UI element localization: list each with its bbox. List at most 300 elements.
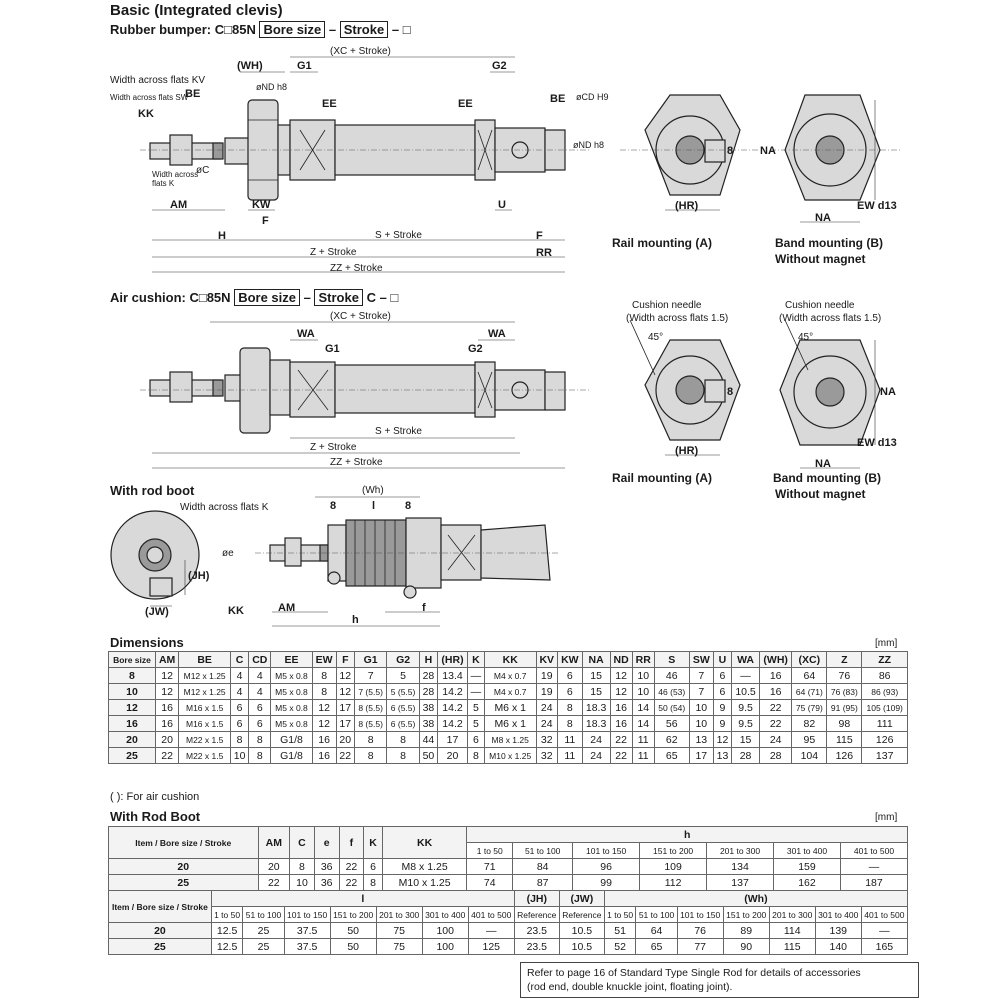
square-icon: □ [402,22,411,37]
kv-label: Width across flats KV [110,75,206,86]
dimensions-cell: 18.3 [582,700,610,716]
dimensions-header-cell: BE [179,652,231,668]
rod-boot-range-cell: 51 to 100 [513,843,573,859]
rod-boot-cell: 6 [364,859,383,875]
dimensions-cell: 28 [419,684,437,700]
dimensions-cell: 28 [419,668,437,684]
dimensions-cell: 12 [610,684,632,700]
dimensions-header-cell: S [654,652,689,668]
l-cell: 12.5 [211,923,243,939]
ew-label: EW d13 [857,200,897,212]
rail-mounting-caption: Rail mounting (A) [612,236,712,250]
wh-cell: 52 [604,939,636,955]
nd-label-right: øND h8 [573,140,605,150]
jh-reference-cell: Reference [514,907,559,923]
dimensions-cell: 8 [249,748,271,764]
dimensions-cell: 22 [155,748,178,764]
cd-label: øCD H9 [576,92,609,102]
dimensions-cell: 20 [336,732,354,748]
g2-label: G2 [492,60,507,72]
dimensions-cell: 24 [536,700,557,716]
dimensions-cell: 95 [792,732,827,748]
dimensions-header-cell: (WH) [760,652,792,668]
rod-boot-range-cell: 401 to 500 [840,843,907,859]
dimensions-cell: 6 [230,716,248,732]
dimensions-cell: 9 [713,700,731,716]
dimensions-cell: 10 [689,716,713,732]
rod-boot-cell: 22 [258,875,290,891]
dimensions-cell: 20 [438,748,468,764]
dimensions-header-cell: G1 [354,652,386,668]
dimensions-cell: 50 [419,748,437,764]
rod-boot-header-cell: e [314,827,339,859]
kk-label: KK [138,108,154,120]
l-jh-jw-wh-table [108,890,908,955]
dimensions-cell: 10 [689,700,713,716]
dimensions-cell: 24 [582,732,610,748]
dimensions-cell: 19 [536,684,557,700]
sw-label: Width across flats SW [110,93,189,102]
l-cell: — [468,923,514,939]
jw-header: (JW) [559,891,604,907]
air-prefix: Air cushion: C [110,290,199,305]
boot-flats-k-label: Width across flats K [180,502,269,513]
dimensions-cell: 9.5 [732,700,760,716]
dimensions-header-cell: K [467,652,484,668]
dimensions-cell: 22 [610,732,632,748]
air-cushion-note: ( ): For air cushion [110,791,200,803]
boot-jw-label: (JW) [145,606,169,618]
z-stroke-label: Z + Stroke [310,247,357,258]
f-label-right: F [536,230,543,242]
dimensions-row [109,700,908,716]
dimensions-cell: 16 [760,684,792,700]
dimensions-cell: M4 x 0.7 [484,684,536,700]
wh-range-cell: 1 to 50 [604,907,636,923]
dimensions-cell: 75 (79) [792,700,827,716]
be-label: BE [185,88,201,100]
cushion-needle-label-a: Cushion needle [632,300,702,311]
dimensions-cell: 10 [109,684,156,700]
dimensions-cell: 16 [610,716,632,732]
dimensions-cell: 9.5 [732,716,760,732]
boot-eight-right: 8 [405,500,412,512]
dimensions-cell: 12 [336,684,354,700]
flats-k-label: Width across flats K [152,170,199,188]
dimensions-cell: 11 [557,748,582,764]
h-label: H [218,230,226,242]
l-cell: 50 [330,923,376,939]
dimensions-cell: 20 [109,732,156,748]
boot-wh-label: (Wh) [362,485,384,496]
dimensions-cell: 16 [312,748,336,764]
zz-stroke-label: ZZ + Stroke [330,263,383,274]
dimensions-cell: 11 [632,748,654,764]
air-ew-label: EW d13 [857,437,897,449]
stroke-box: Stroke [340,21,388,38]
dimensions-cell: 12 [109,700,156,716]
rod-boot-header-cell: AM [258,827,290,859]
dimensions-cell: M6 x 1 [484,700,536,716]
dimensions-cell: M5 x 0.8 [271,668,312,684]
l-cell: 75 [376,923,422,939]
dimensions-cell: M5 x 0.8 [271,684,312,700]
dimensions-cell: 7 (5.5) [354,684,386,700]
jh-header: (JH) [514,891,559,907]
air-without-magnet-caption: Without magnet [775,487,866,501]
rod-boot-title: With rod boot [110,483,195,498]
dimensions-cell: 6 [230,700,248,716]
dimensions-cell: 64 [792,668,827,684]
dimensions-header-cell: ZZ [862,652,908,668]
l-range-cell: 101 to 150 [284,907,330,923]
dimensions-cell: 22 [760,716,792,732]
boot-f-label: f [422,602,426,614]
rod-boot-h-cell: 187 [840,875,907,891]
rod-boot-cell: M8 x 1.25 [382,859,466,875]
dimensions-cell: 16 [610,700,632,716]
rod-boot-range-cell: 101 to 150 [573,843,640,859]
dimensions-header-cell: KW [557,652,582,668]
dimensions-cell: 111 [862,716,908,732]
basic-section-title: Basic (Integrated clevis) [110,2,283,19]
bore-size-box: Bore size [259,21,325,38]
dimensions-cell: 8 [387,732,419,748]
dimensions-header-cell: WA [732,652,760,668]
dimensions-cell: M5 x 0.8 [271,716,312,732]
dimensions-cell: 18.3 [582,716,610,732]
dimensions-cell: 16 [760,668,792,684]
rubber-model: 85N [231,22,256,37]
dimensions-cell: 16 [109,716,156,732]
rod-boot-cell: 22 [339,875,364,891]
square-icon: □ [390,290,399,305]
rubber-bumper-model: Rubber bumper: C□85N Bore size – Stroke – □ [110,22,411,37]
band-mounting-caption: Band mounting (B) [775,236,883,250]
dimensions-row [109,748,908,764]
dimensions-header-cell: AM [155,652,178,668]
dimensions-cell: 6 (5.5) [387,716,419,732]
dimensions-cell: 8 [467,748,484,764]
dimensions-cell: G1/8 [271,748,312,764]
dimensions-cell: 8 [354,732,386,748]
dimensions-header-cell: EE [271,652,312,668]
dimensions-header-cell: (XC) [792,652,827,668]
dimensions-cell: 8 [387,748,419,764]
rod-boot-cell: 36 [314,859,339,875]
dimensions-cell: 12 [336,668,354,684]
wh-cell: 140 [815,939,861,955]
l-cell: 100 [422,923,468,939]
rod-boot-cell: 10 [290,875,315,891]
rod-boot-h-cell: 99 [573,875,640,891]
dimensions-cell: 14.2 [438,700,468,716]
dimensions-cell: 8 [230,732,248,748]
air-g1-label: G1 [325,343,340,355]
l-row [109,923,908,939]
dimensions-cell: 13.4 [438,668,468,684]
rod-boot-h-cell: 96 [573,859,640,875]
l-range-cell: 201 to 300 [376,907,422,923]
dimensions-header-cell: F [336,652,354,668]
dimensions-cell: 137 [862,748,908,764]
dimensions-cell: 17 [336,700,354,716]
dimensions-header-cell: Bore size [109,652,156,668]
dimensions-cell: G1/8 [271,732,312,748]
dimensions-header-cell: G2 [387,652,419,668]
air-rail-caption: Rail mounting (A) [612,471,712,485]
l-bore-cell: 25 [109,939,212,955]
dimensions-cell: M6 x 1 [484,716,536,732]
dimensions-cell: 13 [689,732,713,748]
air-na-label-side: NA [880,386,896,398]
dimensions-cell: 44 [419,732,437,748]
dimensions-cell: 91 (95) [827,700,862,716]
rod-boot-h-cell: 159 [774,859,841,875]
rr-label: RR [536,247,552,259]
rod-boot-unit: [mm] [875,812,898,823]
dimensions-cell: 56 [654,716,689,732]
dimensions-header-row [109,652,908,668]
dimensions-cell: — [467,684,484,700]
be-label-right: BE [550,93,566,105]
dimensions-cell: 14 [632,716,654,732]
dimensions-cell: 12 [312,716,336,732]
rubber-prefix: Rubber bumper: C [110,22,225,37]
dimensions-cell: 5 [467,716,484,732]
wh-cell: 90 [723,939,769,955]
dimensions-cell: 8 [557,700,582,716]
wh-label: (WH) [237,60,263,72]
rod-boot-h-cell: 87 [513,875,573,891]
dimensions-cell: M12 x 1.25 [179,684,231,700]
rod-boot-bore-cell: 20 [109,859,259,875]
ee-label-right: EE [458,98,473,110]
dimensions-cell: 76 (83) [827,684,862,700]
dimensions-row [109,732,908,748]
rod-boot-header-cell: KK [382,827,466,859]
rod-boot-h-cell: 71 [467,859,513,875]
dimensions-cell: 38 [419,700,437,716]
jw-reference-cell: Reference [559,907,604,923]
dimensions-cell: M10 x 1.25 [484,748,536,764]
dimensions-cell: 104 [792,748,827,764]
dimensions-cell: 14 [632,700,654,716]
dimensions-cell: 4 [249,684,271,700]
wh-cell: 139 [815,923,861,939]
dimensions-header-cell: Z [827,652,862,668]
f-label-left: F [262,215,269,227]
rod-boot-table-title: With Rod Boot [110,809,201,824]
dimensions-cell: 8 [557,716,582,732]
boot-kk-label: KK [228,605,244,617]
dimensions-cell: 19 [536,668,557,684]
rod-boot-range-cell: 1 to 50 [467,843,513,859]
wh-cell: 115 [769,939,815,955]
l-range-cell: 301 to 400 [422,907,468,923]
kw-label: KW [252,199,271,211]
dimensions-table [108,651,908,764]
l-corner-cell: Item / Bore size / Stroke [109,891,212,923]
boot-e-label: øe [222,548,234,559]
rod-boot-h-cell: 109 [640,859,707,875]
dimensions-cell: M4 x 0.7 [484,668,536,684]
dimensions-cell: 12 [155,668,178,684]
wh-range-cell: 151 to 200 [723,907,769,923]
angle-label-a: 45° [648,332,664,343]
rod-boot-cell: 8 [364,875,383,891]
dimensions-cell: M12 x 1.25 [179,668,231,684]
dimensions-cell: M22 x 1.5 [179,748,231,764]
dimensions-header-cell: (HR) [438,652,468,668]
l-range-cell: 51 to 100 [243,907,284,923]
angle-label-b: 45° [798,332,814,343]
boot-jh-label: (JH) [188,570,210,582]
dimensions-cell: 46 [654,668,689,684]
dimensions-cell: 6 [713,684,731,700]
dimensions-cell: 28 [732,748,760,764]
rod-boot-header-cell: C [290,827,315,859]
dimensions-cell: 126 [827,748,862,764]
jh-cell: 23.5 [514,939,559,955]
dimensions-cell: 28 [760,748,792,764]
l-range-cell: 1 to 50 [211,907,243,923]
dimensions-cell: 6 [557,668,582,684]
air-model: 85N [206,290,231,305]
wh-cell: 65 [636,939,677,955]
nd-label-left: øND h8 [256,82,288,92]
rod-boot-range-cell: 201 to 300 [707,843,774,859]
dimensions-cell: 15 [582,684,610,700]
dimensions-cell: 15 [582,668,610,684]
l-cell: 37.5 [284,923,330,939]
dimensions-cell: 50 (54) [654,700,689,716]
dimensions-header-cell: NA [582,652,610,668]
dimensions-row [109,684,908,700]
dimensions-header-cell: CD [249,652,271,668]
l-cell: 12.5 [211,939,243,955]
rod-boot-h-cell: 84 [513,859,573,875]
air-band-caption: Band mounting (B) [773,471,881,485]
l-cell: 37.5 [284,939,330,955]
dimensions-cell: 8 [312,668,336,684]
dimensions-cell: 12 [312,700,336,716]
cushion-flats-label-b: (Width across flats 1.5) [779,313,882,324]
am-label: AM [170,199,188,211]
l-cell: 125 [468,939,514,955]
air-xc-label: (XC + Stroke) [330,311,391,322]
dimensions-row [109,716,908,732]
dimensions-cell: — [732,668,760,684]
reference-line-1: Refer to page 16 of Standard Type Single Rod for details of accessories [527,967,861,979]
dimensions-cell: 38 [419,716,437,732]
dimensions-unit: [mm] [875,638,898,649]
rod-boot-cell: 36 [314,875,339,891]
wh-cell: 89 [723,923,769,939]
dimensions-cell: M8 x 1.25 [484,732,536,748]
dimensions-cell: 16 [155,716,178,732]
rod-boot-cell: 8 [290,859,315,875]
air-eight-label: 8 [727,386,734,398]
boot-am-label: AM [278,602,296,614]
dimensions-cell: 46 (53) [654,684,689,700]
l-range-cell: 401 to 500 [468,907,514,923]
rod-boot-h-cell: 112 [640,875,707,891]
dimensions-cell: 16 [155,700,178,716]
wh-range-cell: 301 to 400 [815,907,861,923]
rod-boot-h-header: h [467,827,908,843]
air-na-label-bottom: NA [815,458,831,470]
u-label: U [498,199,506,211]
dimensions-cell: 24 [760,732,792,748]
reference-line-2: (rod end, double knuckle joint, floating joint). [527,981,733,993]
l-cell: 50 [330,939,376,955]
dimensions-cell: 24 [536,716,557,732]
dimensions-cell: 62 [654,732,689,748]
dimensions-cell: 12 [713,732,731,748]
square-icon: □ [224,22,232,37]
dimensions-header-cell: U [713,652,731,668]
l-header: l [211,891,514,907]
dimensions-header-cell: EW [312,652,336,668]
cushion-flats-label-a: (Width across flats 1.5) [626,313,729,324]
dimensions-cell: 25 [109,748,156,764]
dimensions-cell: 65 [654,748,689,764]
wh-range-cell: 51 to 100 [636,907,677,923]
dimensions-cell: 17 [438,732,468,748]
dimensions-header-cell: RR [632,652,654,668]
dimensions-cell: M5 x 0.8 [271,700,312,716]
rod-boot-bore-cell: 25 [109,875,259,891]
dimensions-title: Dimensions [110,635,184,650]
wh-range-cell: 101 to 150 [677,907,723,923]
dimensions-cell: 20 [155,732,178,748]
wh-cell: 51 [604,923,636,939]
dimensions-cell: 8 [109,668,156,684]
dimensions-cell: 4 [230,668,248,684]
dimensions-header-cell: SW [689,652,713,668]
dimensions-cell: 6 [467,732,484,748]
dimensions-cell: 86 (93) [862,684,908,700]
dimensions-cell: 4 [230,684,248,700]
dimensions-cell: 5 [387,668,419,684]
rod-boot-h-cell: — [840,859,907,875]
dimensions-cell: 11 [632,732,654,748]
l-range-row [109,907,908,923]
dimensions-cell: M22 x 1.5 [179,732,231,748]
square-icon: □ [198,290,207,305]
air-suffix: C – [366,290,387,305]
dimensions-cell: 17 [689,748,713,764]
without-magnet-caption: Without magnet [775,252,866,266]
rod-boot-cell: 20 [258,859,290,875]
dimensions-cell: 8 [312,684,336,700]
dimensions-cell: 8 (5.5) [354,700,386,716]
l-bore-cell: 20 [109,923,212,939]
rod-boot-row [109,875,908,891]
dimensions-cell: 16 [312,732,336,748]
dimensions-header-cell: KK [484,652,536,668]
dimensions-cell: 22 [610,748,632,764]
rod-boot-h-cell: 162 [774,875,841,891]
dimensions-cell: 6 [713,668,731,684]
l-range-cell: 151 to 200 [330,907,376,923]
l-cell: 25 [243,939,284,955]
jw-cell: 10.5 [559,923,604,939]
dimensions-cell: 22 [336,748,354,764]
rod-boot-row [109,859,908,875]
dimensions-cell: 12 [155,684,178,700]
